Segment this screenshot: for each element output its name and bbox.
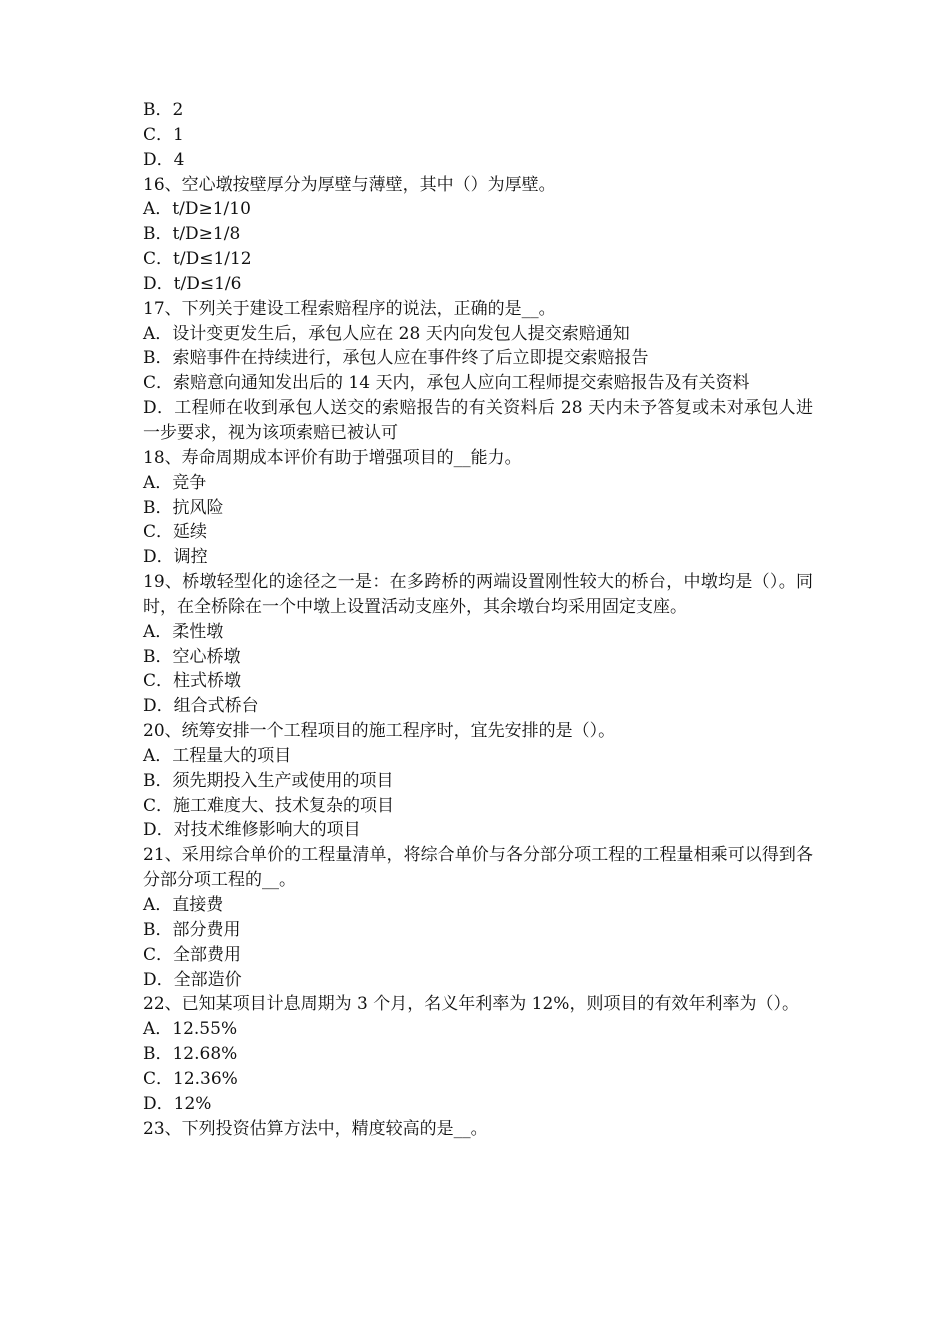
option-d: D．全部造价	[143, 969, 242, 990]
option-a: A．t/D≥1/10	[143, 199, 251, 220]
option-d: D．t/D≤1/6	[143, 273, 242, 294]
option-b: B．t/D≥1/8	[143, 224, 241, 245]
option-c: C．延续	[143, 522, 208, 543]
option-d: D．调控	[143, 547, 208, 568]
option-d: D．工程师在收到承包人送交的索赔报告的有关资料后 28 天内未予答复或未对承包人进一步要求，视为该项索赔已被认可	[143, 398, 813, 443]
question-17: 17、下列关于建设工程索赔程序的说法，正确的是__。	[143, 298, 556, 319]
option-b: B．12.68%	[143, 1044, 238, 1065]
question-16: 16、空心墩按壁厚分为厚壁与薄壁，其中（）为厚壁。	[143, 174, 556, 195]
question-22: 22、已知某项目计息周期为 3 个月，名义年利率为 12%，则项目的有效年利率为（）。	[143, 994, 799, 1015]
option-a: A．12.55%	[143, 1019, 238, 1040]
option-b: B．索赔事件在持续进行，承包人应在事件终了后立即提交索赔报告	[143, 348, 649, 369]
option-a: A．设计变更发生后，承包人应在 28 天内向发包人提交索赔通知	[143, 323, 630, 344]
option-c: C．索赔意向通知发出后的 14 天内，承包人应向工程师提交索赔报告及有关资料	[143, 373, 750, 394]
option-c: C．全部费用	[143, 944, 242, 965]
question-19: 19、桥墩轻型化的途径之一是：在多跨桥的两端设置刚性较大的桥台，中墩均是（）。同时，在全桥除在一个中墩上设置活动支座外，其余墩台均采用固定支座。	[143, 572, 813, 617]
option-d: D．组合式桥台	[143, 696, 259, 717]
option-b: B．2	[143, 100, 184, 120]
option-b: B．抗风险	[143, 497, 224, 518]
question-18: 18、寿命周期成本评价有助于增强项目的__能力。	[143, 447, 522, 468]
option-b: B．须先期投入生产或使用的项目	[143, 770, 394, 791]
option-c: C．12.36%	[143, 1068, 238, 1089]
option-c: C．1	[143, 124, 184, 145]
option-a: A．直接费	[143, 895, 224, 915]
document-page	[143, 98, 813, 1141]
option-d: D．4	[143, 149, 185, 170]
question-23: 23、下列投资估算方法中，精度较高的是__。	[143, 1118, 488, 1139]
option-a: A．工程量大的项目	[143, 745, 292, 766]
option-a: A．柔性墩	[143, 621, 224, 642]
option-b: B．部分费用	[143, 919, 241, 940]
question-21: 21、采用综合单价的工程量清单，将综合单价与各分部分项工程的工程量相乘可以得到各分部分项工程的__。	[143, 845, 813, 891]
option-a: A．竞争	[143, 472, 207, 493]
option-d: D．12%	[143, 1093, 212, 1114]
option-c: C．t/D≤1/12	[143, 249, 252, 270]
option-c: C．柱式桥墩	[143, 671, 242, 692]
option-d: D．对技术维修影响大的项目	[143, 820, 361, 841]
question-20: 20、统筹安排一个工程项目的施工程序时，宜先安排的是（）。	[143, 721, 616, 742]
option-b: B．空心桥墩	[143, 646, 241, 667]
option-c: C．施工难度大、技术复杂的项目	[143, 795, 395, 816]
